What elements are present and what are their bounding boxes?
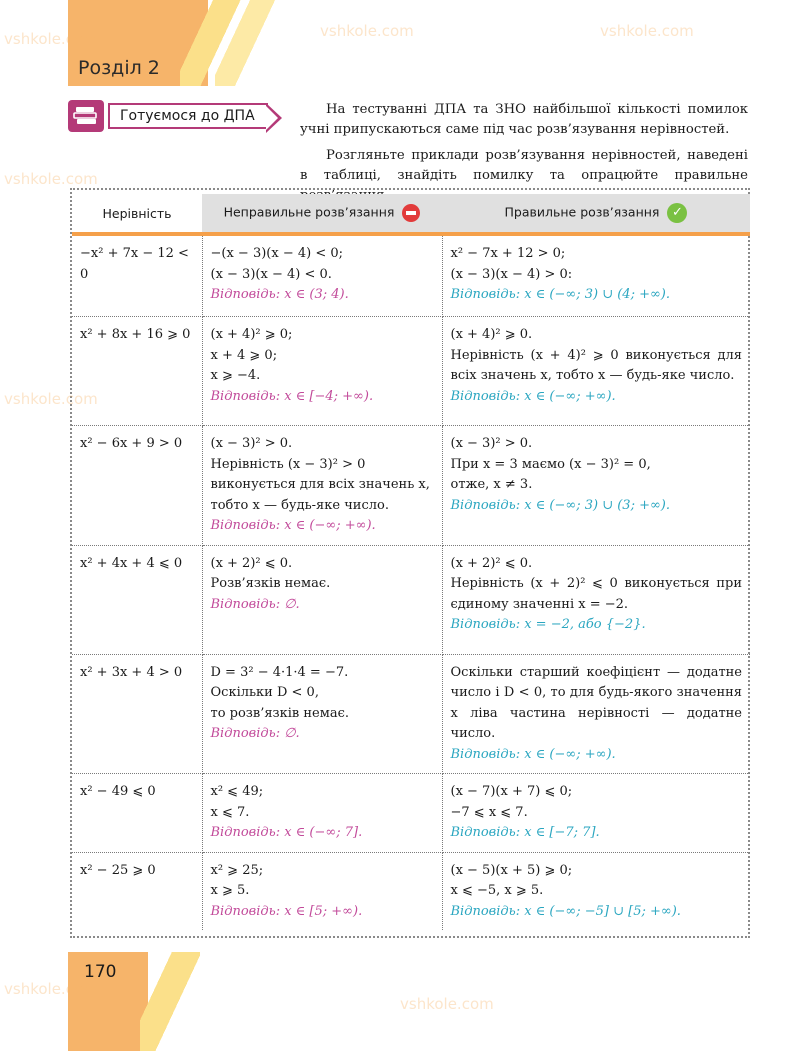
wrong-solution-cell [202, 317, 442, 426]
solution-line: При x = 3 маємо (x − 3)² = 0, [450, 456, 651, 472]
right-answer: Відповідь: x ∈ (−∞; +∞). [450, 746, 616, 762]
right-solution-cell [442, 852, 750, 930]
watermark: vshkole.com [4, 980, 98, 998]
header-stripe [215, 0, 275, 86]
solution-line: x² ⩽ 49; [210, 784, 264, 799]
table-row [72, 317, 750, 426]
wrong-solution-cell [202, 234, 442, 317]
watermark: vshkole.com [4, 170, 98, 188]
solution-line: (x + 2)² ⩽ 0. [450, 555, 533, 571]
inequality-cell: x² + 3x + 4 > 0 [72, 654, 202, 774]
watermark: vshkole.com [4, 30, 98, 48]
right-answer: Відповідь: x ∈ (−∞; 3) ∪ (3; +∞). [450, 497, 671, 513]
page-number: 170 [84, 962, 117, 982]
wrong-answer: Відповідь: x ∈ (3; 4). [210, 287, 349, 302]
solution-line: (x − 3)(x − 4) > 0: [450, 266, 573, 282]
dpa-badge [68, 100, 280, 132]
right-answer: Відповідь: x ∈ [−7; 7]. [450, 825, 600, 840]
solution-line: x ⩾ 5. [210, 883, 250, 898]
right-solution-cell [442, 426, 750, 546]
table-row [72, 654, 750, 774]
check-icon: ✓ [667, 203, 687, 223]
solution-line: (x + 4)² ⩾ 0. [450, 327, 533, 342]
solution-line: −(x − 3)(x − 4) < 0; [210, 246, 344, 261]
solution-line: Розв’язків немає. [210, 576, 331, 591]
solution-line: x ⩽ −5, x ⩾ 5. [450, 883, 544, 898]
solution-line: Нерівність (x + 2)² ⩽ 0 виконується при єдиному значенні x = −2. [450, 576, 742, 612]
header-wrong: Неправильне розв’язання [202, 194, 442, 234]
solution-line: x ⩽ 7. [210, 804, 250, 820]
inequality-cell: x² − 25 ⩾ 0 [72, 852, 202, 930]
solution-line: x² ⩾ 25; [210, 862, 264, 878]
solution-line: то розв’язків немає. [210, 705, 349, 721]
solution-line: Нерівність (x + 4)² ⩾ 0 виконується для всіх значень x, тобто x — будь-яке число. [450, 347, 742, 383]
solution-line: отже, x ≠ 3. [450, 477, 533, 492]
solution-line: виконується для всіх значень x, [210, 477, 430, 492]
section-title: Розділ 2 [78, 57, 160, 79]
table-row [72, 774, 750, 853]
solution-line: (x + 4)² ⩾ 0; [210, 327, 293, 342]
watermark: vshkole.com [320, 22, 414, 40]
solution-line: x ⩾ −4. [210, 368, 261, 383]
inequality-cell: x² − 49 ⩽ 0 [72, 774, 202, 853]
right-solution-cell [442, 234, 750, 317]
watermark: vshkole.com [600, 22, 694, 40]
wrong-answer: Відповідь: ∅. [210, 726, 300, 741]
inequality-cell: x² + 8x + 16 ⩾ 0 [72, 317, 202, 426]
wrong-solution-cell [202, 852, 442, 930]
solution-line: Нерівність (x − 3)² > 0 [210, 456, 366, 472]
solution-line: (x − 3)² > 0. [210, 436, 293, 451]
intro-paragraph: На тестуванні ДПА та ЗНО найбільшої кількості помилок учні припускаються саме під час розв’язування нерівностей. [300, 102, 748, 137]
wrong-solution-cell [202, 426, 442, 546]
table-row [72, 234, 750, 317]
solution-line: (x − 5)(x + 5) ⩾ 0; [450, 862, 573, 878]
header-inequality: Нерівність [72, 194, 202, 234]
solution-line: тобто x — будь-яке число. [210, 497, 389, 513]
books-icon [68, 100, 104, 132]
solution-line: Оскільки D < 0, [210, 685, 319, 700]
wrong-answer: Відповідь: x ∈ (−∞; 7]. [210, 825, 363, 840]
right-solution-cell [442, 654, 750, 774]
right-answer: Відповідь: x = −2, або {−2}. [450, 617, 646, 632]
dpa-label: Готуємося до ДПА [108, 103, 268, 129]
right-answer: Відповідь: x ∈ (−∞; −5] ∪ [5; +∞). [450, 903, 681, 919]
right-solution-cell [442, 774, 750, 853]
header-right: Правильне розв’язання ✓ [442, 194, 750, 234]
right-solution-cell [442, 545, 750, 654]
wrong-solution-cell [202, 774, 442, 853]
wrong-solution-cell [202, 654, 442, 774]
wrong-answer: Відповідь: x ∈ [5; +∞). [210, 903, 363, 919]
table-row [72, 852, 750, 930]
solution-line: (x + 2)² ⩽ 0. [210, 555, 293, 571]
inequalities-table [72, 194, 750, 930]
wrong-solution-cell [202, 545, 442, 654]
page-stripe [140, 952, 200, 1051]
right-answer: Відповідь: x ∈ (−∞; +∞). [450, 388, 616, 404]
intro-paragraph: Розгляньте приклади розв’язування нерівностей, наведені в таблиці, знайдіть помилку та опрацюйте правильне [300, 148, 748, 183]
solution-line: (x − 3)² > 0. [450, 436, 533, 451]
solution-line: (x − 7)(x + 7) ⩽ 0; [450, 784, 573, 799]
wrong-answer: Відповідь: x ∈ [−4; +∞). [210, 388, 374, 404]
solution-line: x + 4 ⩾ 0; [210, 347, 278, 363]
solution-line: Оскільки старший коефіцієнт — додатне число і D < 0, то для будь-якого значення x ліва частина нерівності — додатне число. [450, 664, 742, 741]
watermark: vshkole.com [4, 390, 98, 408]
wrong-icon [402, 204, 420, 222]
right-solution-cell [442, 317, 750, 426]
table-row [72, 426, 750, 546]
solution-line: D = 3² − 4·1·4 = −7. [210, 664, 349, 680]
right-answer: Відповідь: x ∈ (−∞; 3) ∪ (4; +∞). [450, 287, 671, 302]
solution-line: x² − 7x + 12 > 0; [450, 246, 566, 261]
wrong-answer: Відповідь: x ∈ (−∞; +∞). [210, 518, 376, 533]
table-row [72, 545, 750, 654]
wrong-answer: Відповідь: ∅. [210, 596, 300, 612]
inequality-cell: −x² + 7x − 12 < 0 [72, 234, 202, 317]
inequality-cell: x² − 6x + 9 > 0 [72, 426, 202, 546]
inequality-cell: x² + 4x + 4 ⩽ 0 [72, 545, 202, 654]
solution-line: −7 ⩽ x ⩽ 7. [450, 804, 528, 820]
watermark: vshkole.com [400, 995, 494, 1013]
solution-line: (x − 3)(x − 4) < 0. [210, 266, 332, 282]
